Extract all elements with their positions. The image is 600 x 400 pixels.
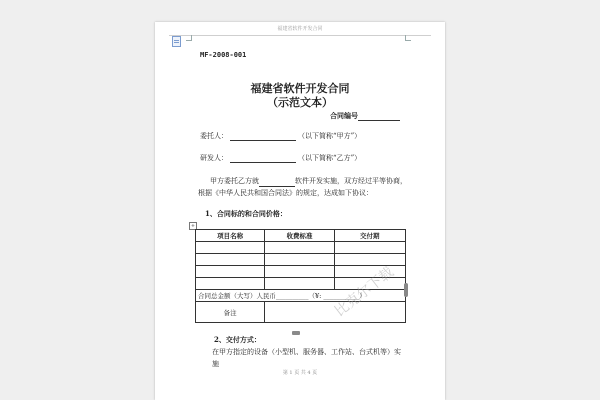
table-move-handle-icon[interactable]: + <box>190 223 196 229</box>
header-rule <box>169 35 431 36</box>
developer-label: 研发人： <box>200 154 228 162</box>
intro-part1: 甲方委托乙方就 <box>210 177 259 185</box>
table-resize-handle[interactable] <box>404 283 408 297</box>
intro-paragraph <box>198 175 408 199</box>
table-row <box>196 254 406 266</box>
section-1-title: 1、合同标的和合同价格： <box>205 209 287 218</box>
margin-corner-right <box>405 35 411 41</box>
header-fee-standard: 收费标准 <box>265 230 334 242</box>
contract-number-field[interactable] <box>330 111 400 121</box>
remark-row <box>196 302 406 323</box>
contract-number-blank[interactable] <box>358 114 400 121</box>
client-suffix: （以下简称“甲方”） <box>298 132 362 140</box>
table-bottom-handle[interactable] <box>292 331 300 335</box>
contract-subtitle: （示范文本） <box>267 96 333 109</box>
watermark: 比克尔下载 <box>331 264 397 320</box>
developer-suffix: （以下简称“乙方”） <box>298 154 362 162</box>
software-name-blank[interactable] <box>259 180 295 187</box>
client-name-blank[interactable] <box>230 134 296 141</box>
developer-line <box>200 153 361 163</box>
developer-name-blank[interactable] <box>230 156 296 163</box>
header-project-name: 项目名称 <box>196 230 265 242</box>
total-amount-cell[interactable]: 合同总金额（大写）人民币__________（¥: ___________） <box>196 290 406 302</box>
contract-title: 福建省软件开发合同 <box>250 82 350 95</box>
intro-part2: 软件开发实施，双方经过平等协商，根据《中华人民共和国合同法》的规定，达成如下协议： <box>198 177 407 197</box>
client-line <box>200 131 361 141</box>
header-delivery-date: 交付期 <box>334 230 405 242</box>
section-2-text: 在甲方指定的设备（小型机、服务器、工作站、台式机等）实施 <box>212 348 401 368</box>
client-label: 委托人： <box>200 132 228 140</box>
page-footer: 第 1 页 共 4 页 <box>282 370 318 376</box>
document-number: MF-2008-001 <box>200 51 247 59</box>
document-page <box>155 22 445 400</box>
page-header: 福建省软件开发合同 <box>277 26 323 32</box>
table-row <box>196 242 406 254</box>
document-icon[interactable] <box>172 36 181 47</box>
section-2-title: 2、交付方式： <box>214 335 261 344</box>
remark-label: 备注 <box>196 302 265 323</box>
contract-number-label: 合同编号 <box>330 111 358 120</box>
margin-corner-left <box>186 35 192 41</box>
